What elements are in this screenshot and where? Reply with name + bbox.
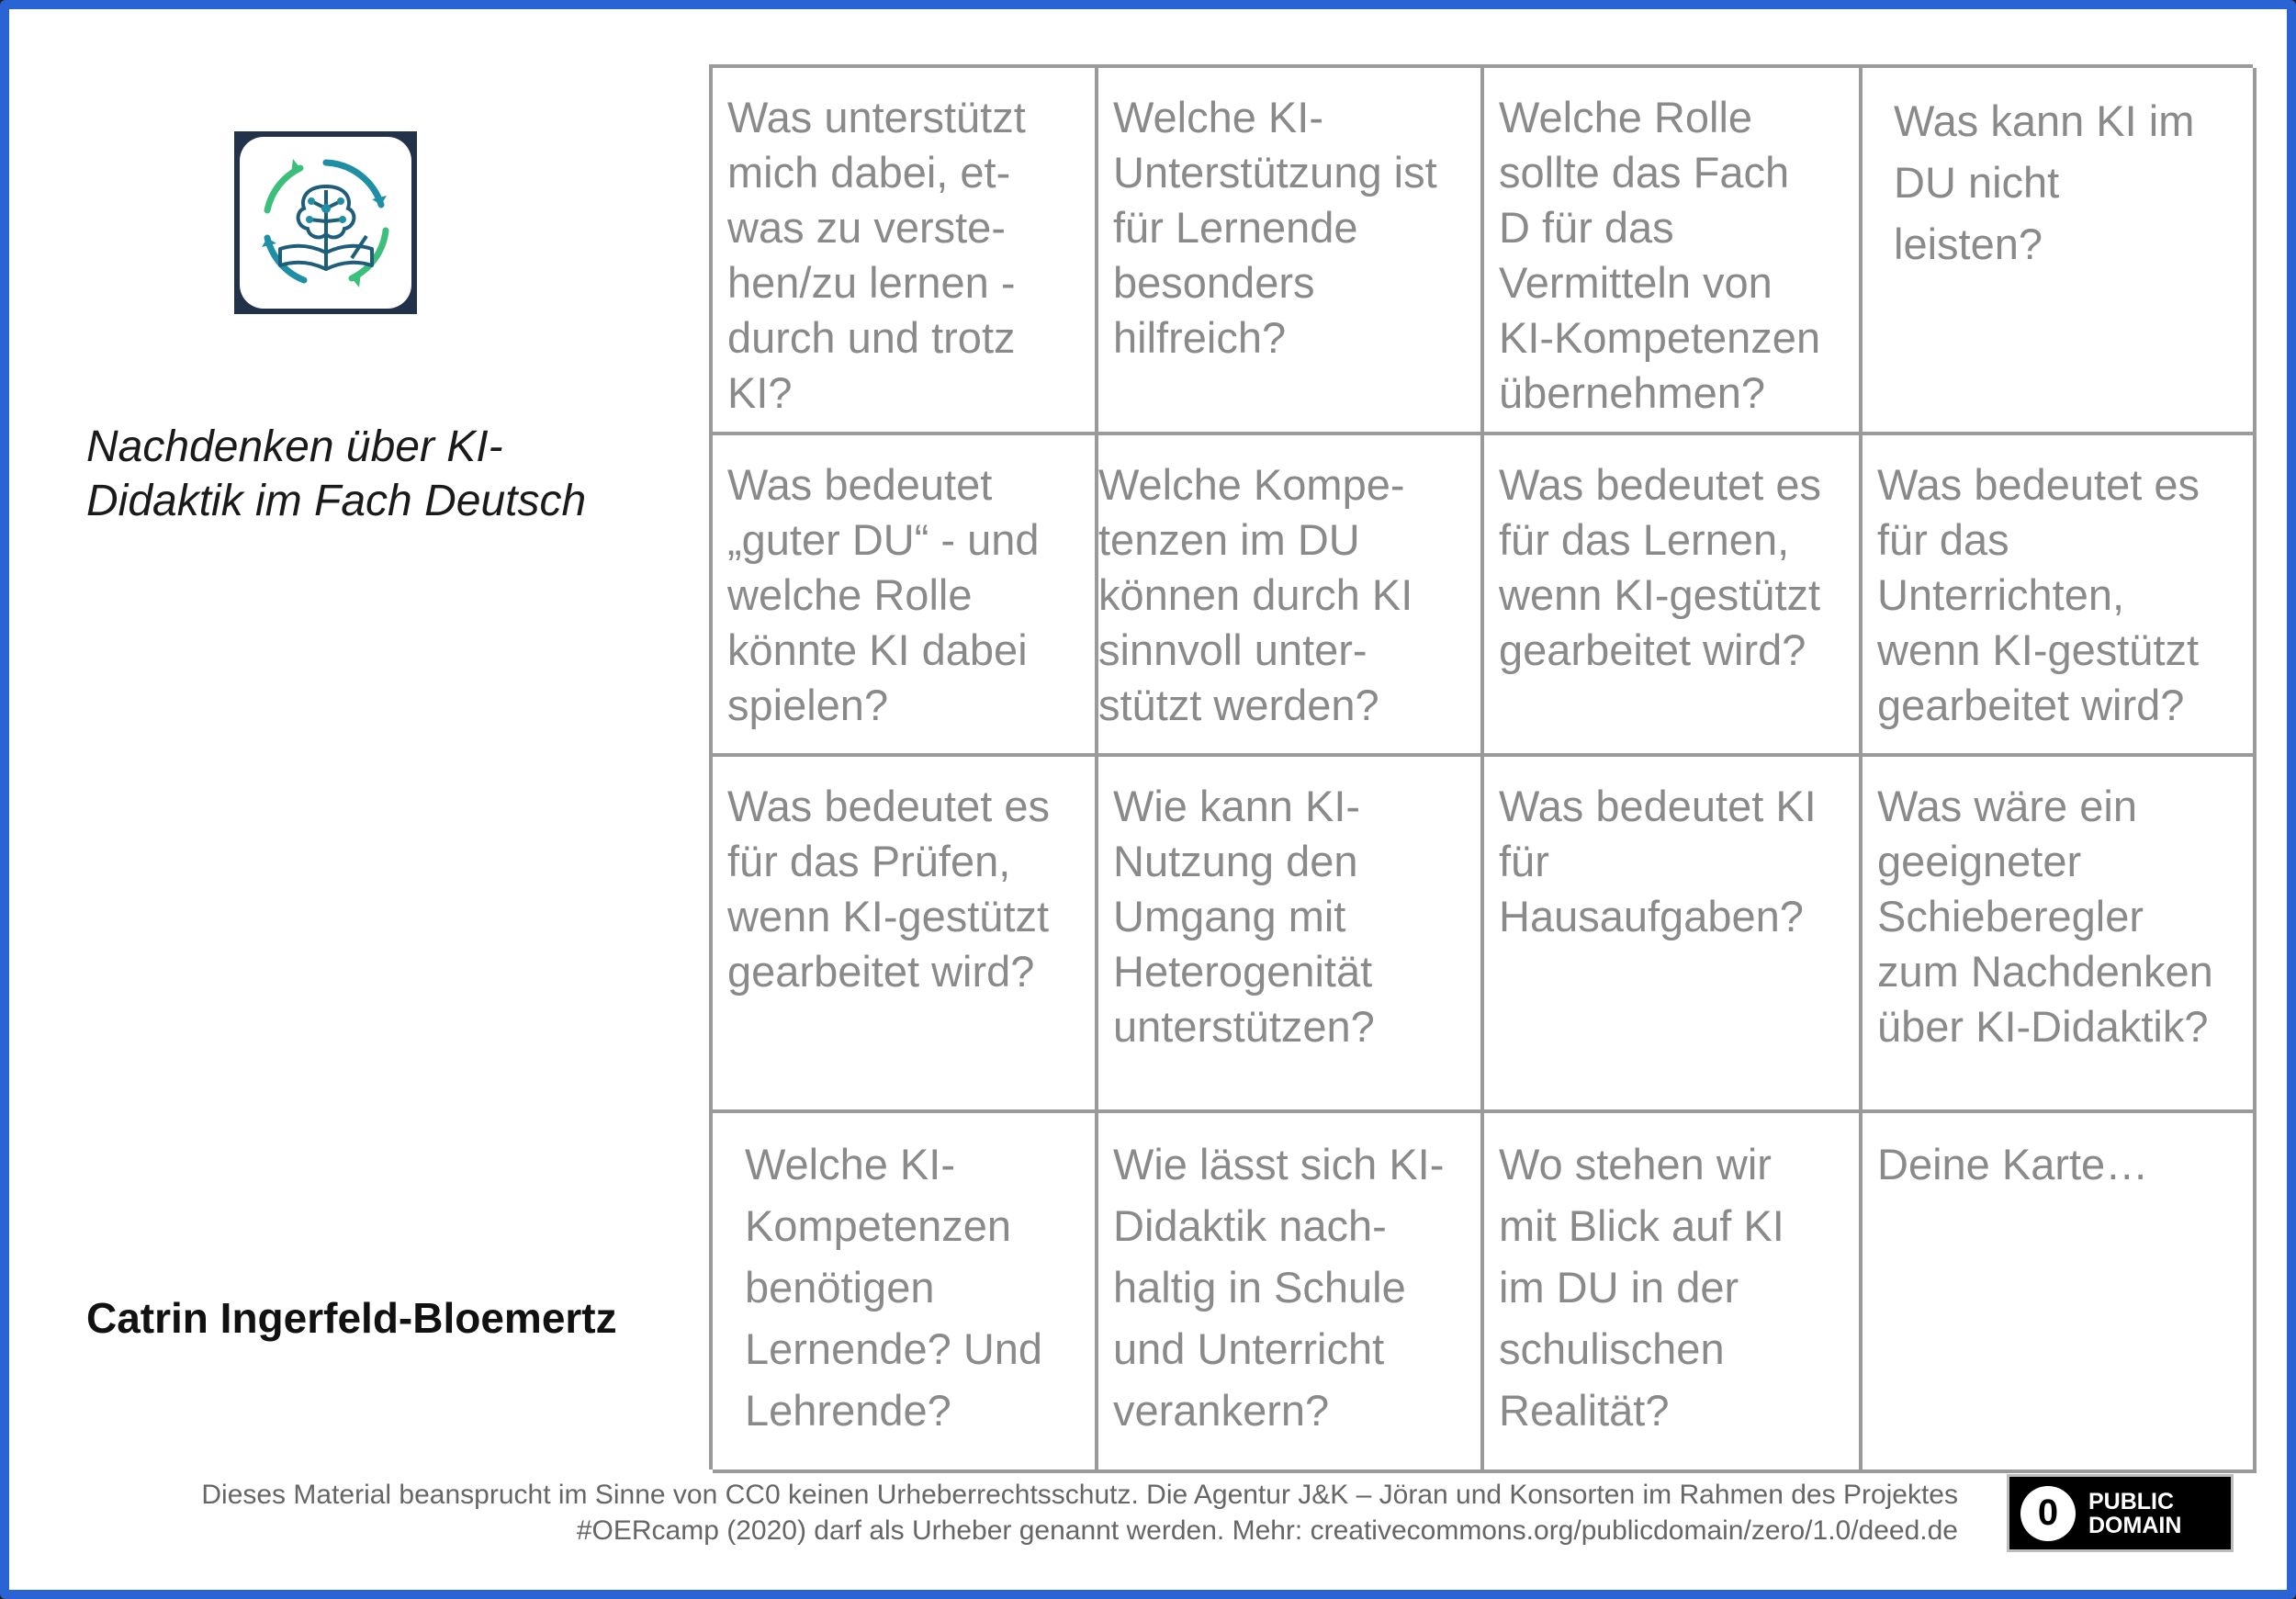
cc-zero-icon: 0 [2020,1486,2076,1541]
license-notice [0,1477,1958,1548]
card: Welche KI- Kompetenzen benötigen Lernende? Und Lehrende? [713,1113,1098,1473]
subtitle: Nachdenken über KI- Didaktik im Fach Deutsch [86,422,587,525]
public-domain-badge [2007,1474,2234,1552]
card: Was bedeutet es für das Unterrichten, wenn KI-gestützt gearbeitet wird? [1863,435,2257,757]
badge-text: DOMAIN [2088,1512,2182,1538]
card: Was unterstützt mich dabei, et- was zu verste- hen/zu lernen - durch und trotz KI? [713,68,1098,435]
license-line: Dieses Material beansprucht im Sinne von CC0 keinen Urheberrechtsschutz. Die Agentur J&K – Jöran und Konsorten im Rahmen des Projektes [201,1480,1958,1510]
license-line: #OERcamp (2020) darf als Urheber genannt werden. Mehr: creativecommons.org/publicdomain/zero/1.0/deed.de [576,1515,1958,1546]
card: Was bedeutet KI für Hausaufgaben? [1484,757,1863,1113]
card: Was bedeutet es für das Lernen, wenn KI-gestützt gearbeitet wird? [1484,435,1863,757]
card-grid [709,64,2253,1470]
card: Welche Rolle sollte das Fach D für das Vermitteln von KI-Kompetenzen übernehmen? [1484,68,1863,435]
card: Welche Kompe- tenzen im DU können durch KI sinnvoll unter- stützt werden? [1098,435,1484,757]
card: Was bedeutet es für das Prüfen, wenn KI-gestützt gearbeitet wird? [713,757,1098,1113]
card-placeholder: Deine Karte… [1863,1113,2257,1473]
badge-text: PUBLIC [2088,1488,2175,1515]
card: Was kann KI im DU nicht leisten? [1863,68,2257,435]
card: Was wäre ein geeigneter Schieberegler zum Nachdenken über KI-Didaktik? [1863,757,2257,1113]
card: Wie lässt sich KI- Didaktik nach- haltig in Schule und Unterricht verankern? [1098,1113,1484,1473]
card: Wo stehen wir mit Blick auf KI im DU in der schulischen Realität? [1484,1113,1863,1473]
author-name: Catrin Ingerfeld-Bloemertz [86,1294,617,1342]
card: Welche KI- Unterstützung ist für Lernende besonders hilfreich? [1098,68,1484,435]
ai-brain-book-icon [240,137,411,309]
card: Wie kann KI- Nutzung den Umgang mit Heterogenität unterstützen? [1098,757,1484,1113]
card: Was bedeutet „guter DU“ - und welche Rolle könnte KI dabei spielen? [713,435,1098,757]
logo [234,131,417,314]
